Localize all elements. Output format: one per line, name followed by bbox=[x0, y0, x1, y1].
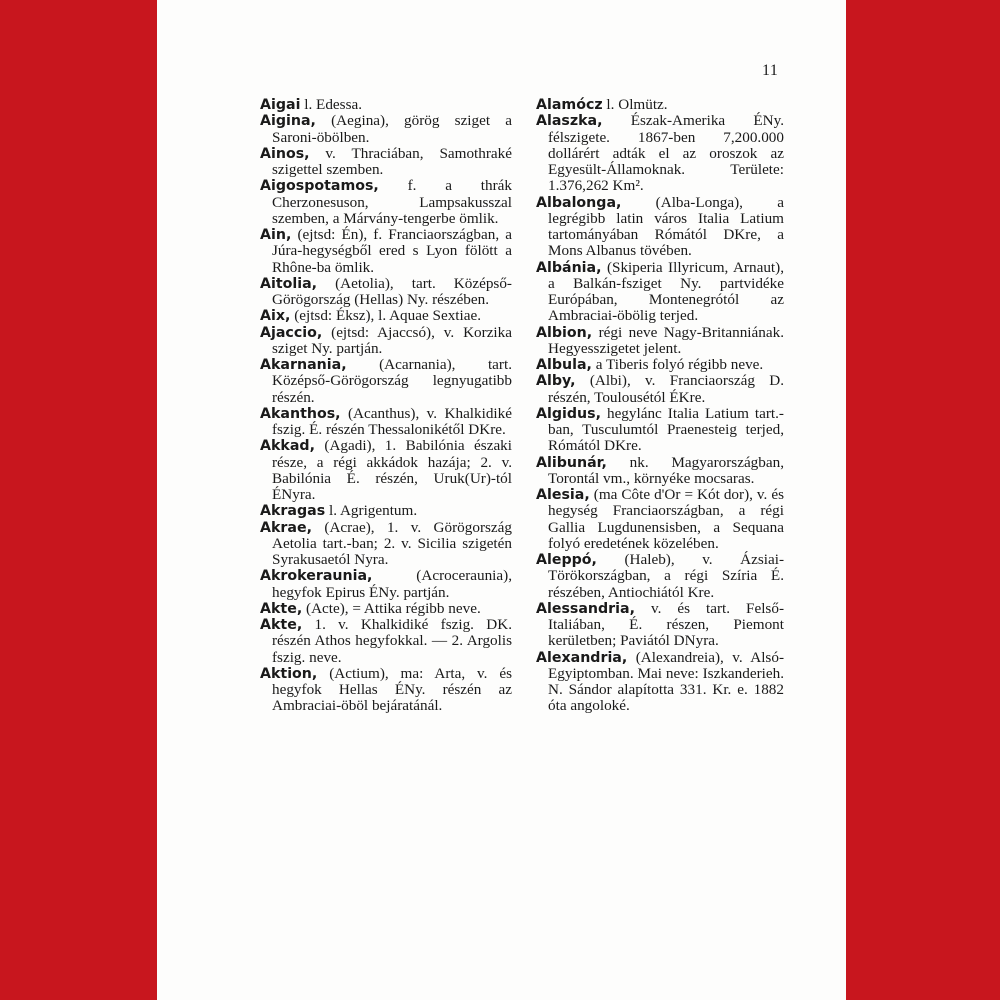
entry-definition: (Alexandreia), v. Alsó-Egyiptomban. Mai neve: Iszkanderieh. N. Sándor alapította 331. Kr. e. 1882 óta angoloké. bbox=[548, 648, 784, 715]
dictionary-entry bbox=[260, 227, 512, 276]
entry-headword: Akarnania, bbox=[260, 357, 347, 373]
entry-headword: Ainos, bbox=[260, 145, 310, 162]
entry-headword: Alby, bbox=[536, 373, 576, 390]
dictionary-entry bbox=[260, 503, 512, 519]
dictionary-entry bbox=[536, 601, 784, 650]
dictionary-entry bbox=[260, 325, 512, 358]
entry-headword: Akte, bbox=[260, 600, 303, 617]
entry-headword: Albánia, bbox=[536, 259, 602, 276]
dictionary-entry bbox=[536, 113, 784, 194]
entry-headword: Akrokeraunia, bbox=[260, 568, 373, 585]
entry-definition: (ejtsd: Én), f. Franciaországban, a Júra-hegységből ered s Lyon fölött a Rhône-ba ömlik. bbox=[272, 226, 512, 276]
entry-headword: Aktion, bbox=[260, 665, 318, 682]
entry-definition: 1. v. Khalkidiké fszig. DK. részén Athos hegyfokkal. — 2. Argolis fszig. neve. bbox=[272, 616, 512, 666]
dictionary-entry bbox=[260, 617, 512, 666]
entry-headword: Akanthos, bbox=[260, 405, 341, 422]
dictionary-entry bbox=[260, 146, 512, 179]
entry-headword: Ajaccio, bbox=[260, 324, 323, 341]
entry-definition: (Acrae), 1. v. Görögország Aetolia tart.-ban; 2. v. Sicilia szigetén Syrakusaetól Nyra. bbox=[272, 518, 512, 568]
entry-headword: Algidus, bbox=[536, 405, 601, 422]
entry-headword: Aigospotamos, bbox=[260, 178, 379, 195]
entry-headword: Alibunár, bbox=[536, 454, 607, 471]
dictionary-entry bbox=[260, 178, 512, 227]
dictionary-entry bbox=[260, 568, 512, 601]
dictionary-entry bbox=[536, 97, 784, 113]
entry-definition: (Aetolia), tart. Középső-Görögország (Hellas) Ny. részében. bbox=[272, 274, 512, 308]
dictionary-entry bbox=[260, 601, 512, 617]
entry-definition: f. a thrák Cherzonesuson, Lampsakusszal szemben, a Márvány-tengerbe ömlik. bbox=[272, 177, 512, 227]
dictionary-entry bbox=[260, 438, 512, 503]
dictionary-entry bbox=[260, 97, 512, 113]
entry-definition: (ejtsd: Éksz), l. Aquae Sextiae. bbox=[290, 307, 482, 325]
entry-definition: (Aegina), görög sziget a Saroni-öbölben. bbox=[272, 112, 512, 146]
entry-headword: Alexandria, bbox=[536, 649, 628, 666]
entry-definition: (Agadi), 1. Babilónia északi része, a régi akkádok hazája; 2. v. Babilónia É. részén, Uruk(Ur)-tól ÉNyra. bbox=[272, 437, 512, 503]
entry-definition: (ejtsd: Ajaccsó), v. Korzika sziget Ny. partján. bbox=[272, 323, 512, 357]
dictionary-entry bbox=[536, 650, 784, 715]
entry-definition: (Albi), v. Franciaország D. részén, Toulousétól ÉKre. bbox=[548, 372, 784, 406]
dictionary-entry bbox=[536, 455, 784, 488]
entry-headword: Aitolia, bbox=[260, 275, 318, 292]
entry-definition: Észak-Amerika ÉNy. félszigete. 1867-ben 7,200.000 dollárért adták el az oroszok az Egyesült-Államoknak. Területe: 1.376,262 Km². bbox=[548, 112, 784, 195]
entry-definition: régi neve Nagy-Britanniának. Hegyesszigetet jelent. bbox=[548, 323, 784, 357]
entry-definition: (Acarnania), tart. Középső-Görögország legnyugatibb részén. bbox=[272, 356, 512, 406]
entry-definition: a Tiberis folyó régibb neve. bbox=[591, 356, 764, 373]
entry-definition: (Acanthus), v. Khalkidiké fszig. É. részén Thessalonikétől DKre. bbox=[272, 404, 512, 438]
entry-definition: (ma Côte d'Or = Kót dor), v. és hegység Franciaországban, a régi Gallia Lugdunensisben, a Sequana folyó eredetének közelében. bbox=[548, 486, 784, 552]
entry-definition: l. Agrigentum. bbox=[325, 502, 418, 520]
entry-definition: (Acte), = Attika régibb neve. bbox=[302, 599, 481, 617]
dictionary-entry bbox=[536, 373, 784, 406]
entry-definition: (Alba-Longa), a legrégibb latin város Italia Latium tartományában Rómától DKre, a Mons Albanus tövében. bbox=[548, 193, 784, 260]
page-number: 11 bbox=[762, 62, 779, 79]
dictionary-entry bbox=[260, 520, 512, 569]
entry-definition: (Skiperia Illyricum, Arnaut), a Balkán-fsziget Ny. partvidéke Európában, Montenegrótól az Ambraciai-öbölig terjed. bbox=[548, 258, 784, 325]
entry-definition: (Haleb), v. Ázsiai-Törökországban, a régi Szíria É. részében, Antiochiától Kre. bbox=[548, 551, 784, 601]
dictionary-entry bbox=[260, 357, 512, 406]
entry-headword: Albion, bbox=[536, 324, 593, 341]
entry-definition: v. és tart. Felső-Italiában, É. részen, Piemont kerületben; Paviától DNyra. bbox=[548, 599, 784, 650]
dictionary-entry bbox=[536, 487, 784, 552]
dictionary-entry bbox=[260, 308, 512, 324]
entry-definition: l. Edessa. bbox=[300, 96, 363, 113]
entry-headword: Aleppó, bbox=[536, 552, 597, 568]
entry-headword: Ain, bbox=[260, 227, 292, 243]
entry-headword: Alessandria, bbox=[536, 600, 636, 617]
entry-definition: l. Olmütz. bbox=[602, 96, 668, 113]
entry-definition: nk. Magyarországban, Torontál vm., környéke mocsaras. bbox=[548, 453, 784, 487]
entry-headword: Alesia, bbox=[536, 487, 590, 503]
dictionary-entry bbox=[260, 276, 512, 309]
dictionary-entry bbox=[536, 406, 784, 455]
entry-headword: Akragas bbox=[260, 503, 326, 520]
entry-definition: hegylánc Italia Latium tart.-ban, Tusculumtól Praenesteig terjed, Rómától DKre. bbox=[548, 404, 784, 455]
entry-headword: Albula, bbox=[536, 357, 592, 373]
dictionary-entry bbox=[536, 325, 784, 358]
entry-headword: Alaszka, bbox=[536, 113, 603, 130]
dictionary-entry bbox=[536, 357, 784, 373]
dictionary-entry bbox=[536, 195, 784, 260]
entry-definition: (Acroceraunia), hegyfok Epirus ÉNy. partján. bbox=[272, 567, 512, 601]
entry-headword: Aigina, bbox=[260, 113, 316, 130]
entry-definition: (Actium), ma: Arta, v. és hegyfok Hellas ÉNy. részén az Ambraciai-öböl bejáratánál. bbox=[272, 664, 512, 715]
entry-headword: Akkad, bbox=[260, 438, 315, 455]
entry-headword: Alamócz bbox=[536, 97, 603, 113]
dictionary-entry bbox=[260, 113, 512, 146]
entry-headword: Akte, bbox=[260, 617, 303, 633]
dictionary-entry bbox=[536, 260, 784, 325]
right-column bbox=[536, 97, 784, 715]
dictionary-entry bbox=[260, 406, 512, 439]
entry-headword: Akrae, bbox=[260, 519, 312, 536]
entry-headword: Albalonga, bbox=[536, 194, 622, 211]
entry-definition: v. Thraciában, Samothraké szigettel szemben. bbox=[272, 144, 512, 178]
entry-headword: Aix, bbox=[260, 308, 291, 325]
dictionary-entry bbox=[536, 552, 784, 601]
dictionary-entry bbox=[260, 666, 512, 715]
left-column bbox=[260, 97, 512, 715]
entry-headword: Aigai bbox=[260, 97, 301, 113]
